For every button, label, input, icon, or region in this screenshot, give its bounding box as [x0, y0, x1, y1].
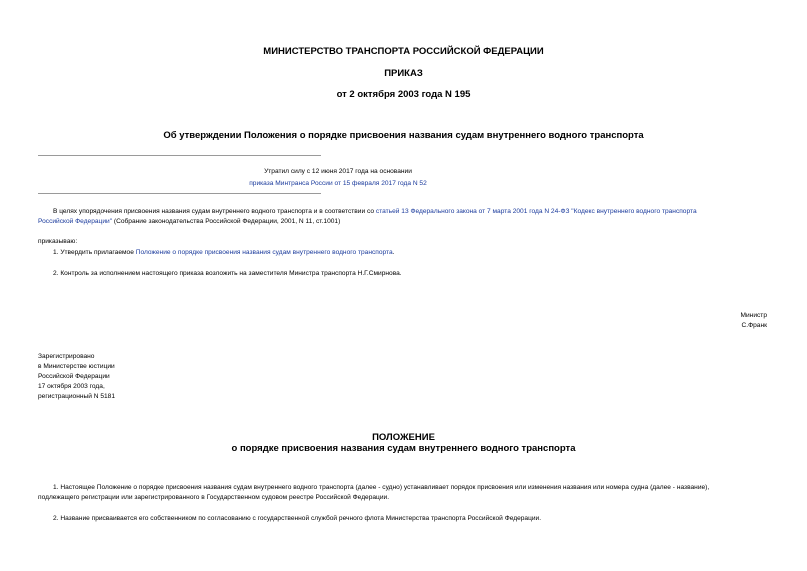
regulation-subtitle: о порядке присвоения названия судам внутреннего водного транспорта — [231, 443, 576, 454]
order-item-1 — [53, 248, 395, 258]
order-intro: приказываю: — [38, 238, 78, 245]
document-type: ПРИКАЗ — [384, 68, 423, 79]
document-title: Об утверждении Положения о порядке присвоения названия судам внутреннего водного транспорта — [163, 130, 644, 141]
preamble-citation: (Собрание законодательства Российской Федерации, 2001, N 11, ст.1001) — [112, 218, 341, 225]
registration-line: 17 октября 2003 года, — [38, 383, 105, 390]
status-note: Утратил силу с 12 июня 2017 года на основании — [264, 168, 412, 175]
ministry-heading: МИНИСТЕРСТВО ТРАНСПОРТА РОССИЙСКОЙ ФЕДЕРАЦИИ — [263, 46, 544, 57]
registration-line: Зарегистрировано — [38, 353, 95, 360]
regulation-para-2: 2. Название присваивается его собственником по согласованию с государственной службой речного флота Министерства транспорта Российской Федерации. — [53, 515, 542, 522]
registration-line: регистрационный N 5181 — [38, 393, 116, 400]
federal-law-link-continued[interactable]: Российской Федерации" — [38, 218, 113, 225]
regulation-title: ПОЛОЖЕНИЕ — [372, 432, 435, 443]
regulation-link[interactable]: Положение о порядке присвоения названия судам внутреннего водного транспорта — [135, 249, 393, 256]
repeal-order-link[interactable]: приказа Минтранса России от 15 февраля 2017 года N 52 — [249, 180, 427, 187]
order-item-2: 2. Контроль за исполнением настоящего приказа возложить на заместителя Министра транспорта Н.Г.Смирнова. — [53, 270, 402, 277]
status-top-rule — [38, 155, 321, 156]
preamble-line-1 — [53, 207, 697, 217]
status-bottom-rule — [38, 193, 321, 194]
regulation-para-1-line-1: 1. Настоящее Положение о порядке присвоения названия судам внутреннего водного транспорта (далее - судно) устанавливает порядок присвоения или изменения названия или номера судна (далее - название), — [53, 484, 710, 491]
signatory-name: С.Франк — [741, 322, 767, 329]
document-date-number: от 2 октября 2003 года N 195 — [336, 89, 471, 100]
preamble-text: В целях упорядочения присвоения названия судам внутреннего водного транспорта и в соответствии со — [53, 208, 376, 215]
preamble-line-2 — [38, 217, 340, 227]
federal-law-link[interactable]: статьей 13 Федерального закона от 7 марта 2001 года N 24-ФЗ "Кодекс внутреннего водного транспорта — [375, 208, 697, 215]
signatory-position: Министр — [740, 312, 767, 319]
order-item-1-suffix: . — [392, 249, 395, 256]
order-item-1-prefix: 1. Утвердить прилагаемое — [53, 249, 136, 256]
regulation-para-1-line-2: подлежащего регистрации или зарегистрированного в Государственном судовом реестре Российской Федерации. — [38, 494, 390, 501]
registration-line: Российской Федерации — [38, 373, 110, 380]
registration-block — [38, 352, 115, 402]
registration-line: в Министерстве юстиции — [38, 363, 115, 370]
